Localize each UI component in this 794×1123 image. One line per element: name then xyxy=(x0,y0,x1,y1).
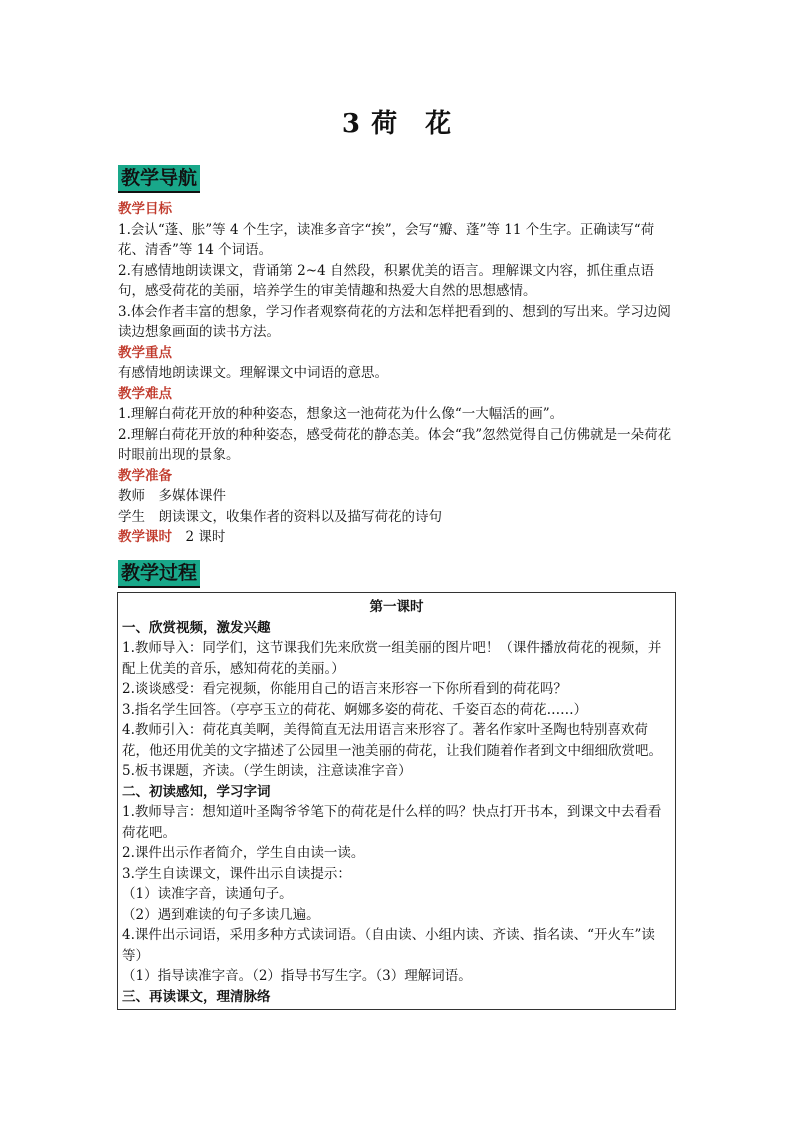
lesson-item: 1.教师导言：想知道叶圣陶爷爷笔下的荷花是什么样的吗？快点打开书本，到课文中去看看荷花吧。 xyxy=(122,804,662,841)
section-tag-process: 教学过程 xyxy=(118,560,200,588)
teaching-guide xyxy=(118,199,678,548)
goal-item: 3.体会作者丰富的想象，学习作者观察荷花的方法和怎样把看到的、想到的写出来。学习边阅读边想象画面的读书方法。 xyxy=(118,303,671,340)
lesson-item: 1.教师导入：同学们，这节课我们先来欣赏一组美丽的图片吧！（课件播放荷花的视频，并配上优美的音乐，感知荷花的美丽。） xyxy=(122,640,662,677)
lesson-title: 第一课时 xyxy=(369,599,424,615)
lesson-table xyxy=(117,592,676,1010)
lesson-item: （1）读准字音，读通句子。 xyxy=(122,886,293,902)
section-heading: 二、初读感知，学习字词 xyxy=(122,783,271,800)
difficult-heading: 教学难点 xyxy=(118,385,172,402)
page-title: 3 荷 花 xyxy=(341,109,453,139)
hours-text: 2 课时 xyxy=(185,529,226,545)
difficult-item: 1.理解白荷花开放的种种姿态，想象这一池荷花为什么像“一大幅活的画”。 xyxy=(118,406,564,422)
lesson-item: 3.指名学生回答。（亭亭玉立的荷花、婀娜多姿的荷花、千姿百态的荷花……） xyxy=(122,701,588,718)
lesson-item: （1）指导读准字音。（2）指导书写生字。（3）理解词语。 xyxy=(122,968,472,984)
difficult-item: 2.理解白荷花开放的种种姿态，感受荷花的静态美。体会“我”忽然觉得自己仿佛就是一朵荷花时眼前出现的景象。 xyxy=(118,426,672,463)
lesson-item: 4.课件出示词语，采用多种方式读词语。（自由读、小组内读、齐读、指名读、“开火车”读等） xyxy=(122,927,655,964)
prep-heading: 教学准备 xyxy=(118,467,172,484)
goal-item: 1.会认“蓬、胀”等 4 个生字，读准多音字“挨”，会写“瓣、蓬”等 11 个生字。正确读写“荷花、清香”等 14 个词语。 xyxy=(118,221,655,258)
goal-item: 2.有感情地朗读课文，背诵第 2~4 自然段，积累优美的语言。理解课文内容，抓住重点语句，感受荷花的美丽，培养学生的审美情趣和热爱大自然的思想感情。 xyxy=(118,262,654,299)
section-tag-guide: 教学导航 xyxy=(118,165,200,193)
lesson-item: 5.板书课题，齐读。（学生朗读，注意读准字音） xyxy=(122,763,412,779)
goals-heading: 教学目标 xyxy=(118,201,172,217)
key-text: 有感情地朗读课文。理解课文中词语的意思。 xyxy=(118,365,388,381)
lesson-item: 3.学生自读课文，课件出示自读提示： xyxy=(122,865,351,882)
prep-teacher: 教师 多媒体课件 xyxy=(118,488,226,504)
lesson-item: 2.课件出示作者简介，学生自由读一读。 xyxy=(122,845,365,861)
hours-heading: 教学课时 xyxy=(118,529,172,545)
lesson-item: （2）遇到难读的句子多读几遍。 xyxy=(122,906,320,923)
prep-student: 学生 朗读课文，收集作者的资料以及描写荷花的诗句 xyxy=(118,508,442,525)
lesson-item: 4.教师引入：荷花真美啊，美得简直无法用语言来形容了。著名作家叶圣陶也特别喜欢荷花，他还用优美的文字描述了公园里一池美丽的荷花，让我们随着作者到文中细细欣赏吧。 xyxy=(122,722,662,759)
section-heading: 三、再读课文，理清脉络 xyxy=(122,988,271,1005)
section-heading: 一、欣赏视频，激发兴趣 xyxy=(122,619,271,636)
lesson-item: 2.谈谈感受：看完视频，你能用自己的语言来形容一下你所看到的荷花吗？ xyxy=(122,681,567,697)
key-heading: 教学重点 xyxy=(118,344,172,361)
